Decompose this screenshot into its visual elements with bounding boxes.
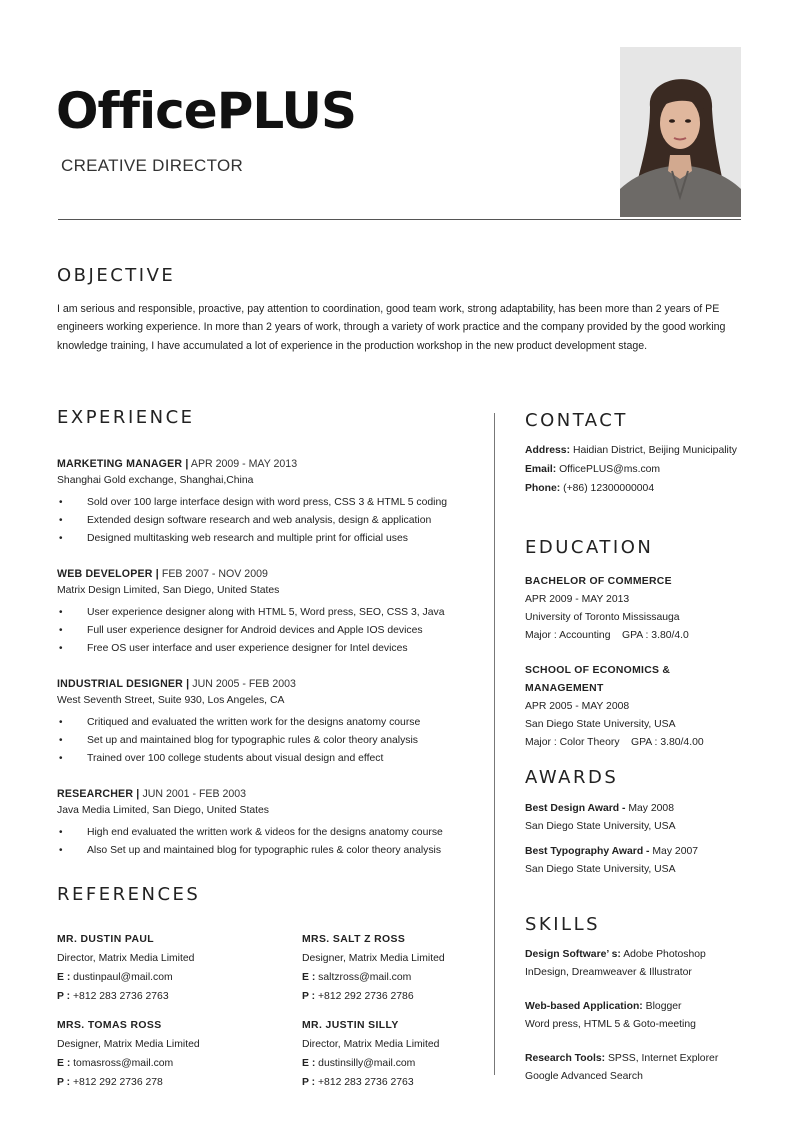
reference-phone [302, 987, 492, 1006]
awards-heading: AWARDS [525, 767, 619, 788]
list-item: • High end evaluated the written work & videos for the designs anatomy course [57, 824, 487, 842]
phone-value: +812 292 2736 278 [72, 1077, 163, 1088]
reference-name: MR. DUSTIN PAUL [57, 934, 155, 945]
list-item: • Designed multitasking web research and multiple print for official uses [57, 530, 487, 548]
reference-name: MRS. TOMAS ROSS [57, 1020, 162, 1031]
email-value: tomasross@mail.com [73, 1058, 174, 1069]
email-value: dustinsilly@mail.com [318, 1058, 416, 1069]
list-item: • Free OS user interface and user experience designer for Intel devices [57, 640, 487, 658]
job-entry [57, 788, 487, 860]
education-dates: APR 2005 - MAY 2008 [525, 701, 630, 712]
skill-value: Blogger [645, 1001, 682, 1012]
email-value: dustinpaul@mail.com [73, 972, 173, 983]
reference-position: Director, Matrix Media Limited [302, 1039, 440, 1050]
education-entry [525, 662, 765, 752]
skills-heading: SKILLS [525, 914, 601, 935]
education-heading: EDUCATION [525, 537, 654, 558]
skill-label: Web-based Application: [525, 1001, 643, 1012]
job-place: Shanghai Gold exchange, Shanghai,China [57, 475, 254, 486]
list-item: • Sold over 100 large interface design with word press, CSS 3 & HTML 5 coding [57, 494, 487, 512]
job-heading [57, 678, 487, 690]
reference-card [57, 1020, 287, 1092]
profile-photo [620, 47, 741, 217]
job-dates: JUN 2001 - FEB 2003 [142, 788, 247, 800]
job-place: Java Media Limited, San Diego, United States [57, 805, 269, 816]
education-dates: APR 2009 - MAY 2013 [525, 594, 630, 605]
reference-email [57, 968, 287, 987]
column-divider [494, 413, 495, 1075]
email-label: E : [57, 1058, 71, 1069]
reference-phone [57, 1073, 287, 1092]
job-title: CREATIVE DIRECTOR [61, 156, 244, 175]
job-heading [57, 458, 487, 470]
award-org: San Diego State University, USA [525, 864, 676, 875]
award-name: Best Design Award - [525, 803, 626, 814]
job-place: West Seventh Street, Suite 930, Los Angeles, CA [57, 695, 285, 706]
contact-address [525, 442, 785, 460]
job-entry [57, 678, 487, 768]
education-degree-cont: MANAGEMENT [525, 683, 604, 694]
job-entry [57, 568, 487, 658]
reference-card [302, 934, 492, 1006]
skill-line [525, 1050, 775, 1068]
list-item: • Set up and maintained blog for typographic rules & color theory analysis [57, 732, 487, 750]
contact-email [525, 461, 785, 479]
education-school: University of Toronto Mississauga [525, 612, 680, 623]
contact-block [525, 442, 785, 498]
phone-value: +812 292 2736 2786 [317, 991, 414, 1002]
phone-label: Phone: [525, 483, 561, 494]
award-org: San Diego State University, USA [525, 821, 676, 832]
skill-line-cont: Google Advanced Search [525, 1071, 643, 1082]
phone-label: P : [57, 991, 71, 1002]
award-date: May 2007 [652, 846, 699, 857]
job-bullets [57, 824, 487, 860]
phone-label: P : [57, 1077, 71, 1088]
job-role: WEB DEVELOPER | [57, 568, 159, 580]
education-degree: BACHELOR OF COMMERCE [525, 576, 672, 587]
objective-heading: OBJECTIVE [57, 265, 176, 286]
job-role: RESEARCHER | [57, 788, 140, 800]
reference-email [302, 1054, 492, 1073]
award-entry [525, 800, 765, 836]
skill-entry [525, 998, 775, 1034]
reference-email [302, 968, 492, 987]
skill-entry [525, 1050, 775, 1086]
phone-value: +812 283 2736 2763 [72, 991, 169, 1002]
references-heading: REFERENCES [57, 884, 201, 905]
education-entry [525, 573, 765, 645]
award-date: May 2008 [628, 803, 674, 814]
reference-position: Designer, Matrix Media Limited [302, 953, 445, 964]
header-divider [58, 219, 741, 220]
list-item: • Trained over 100 college students about visual design and effect [57, 750, 487, 768]
education-degree: SCHOOL OF ECONOMICS & [525, 665, 671, 676]
email-label: E : [302, 972, 316, 983]
skill-label: Design Software’ s: [525, 949, 621, 960]
reference-card [302, 1020, 492, 1092]
job-dates: APR 2009 - MAY 2013 [190, 458, 298, 470]
skill-label: Research Tools: [525, 1053, 606, 1064]
phone-label: P : [302, 1077, 316, 1088]
job-dates: FEB 2007 - NOV 2009 [161, 568, 268, 580]
job-place: Matrix Design Limited, San Diego, United States [57, 585, 280, 596]
email-value: OfficePLUS@ms.com [559, 464, 661, 475]
award-name: Best Typography Award - [525, 846, 650, 857]
address-value: Haidian District, Beijing Municipality [572, 445, 737, 456]
skill-value: Adobe Photoshop [623, 949, 706, 960]
education-major: Major : Accounting GPA : 3.80/4.0 [525, 630, 689, 641]
list-item: • Full user experience designer for Android devices and Apple IOS devices [57, 622, 487, 640]
reference-name: MR. JUSTIN SILLY [302, 1020, 399, 1031]
reference-phone [302, 1073, 492, 1092]
job-heading [57, 788, 487, 800]
job-bullets [57, 494, 487, 548]
job-heading [57, 568, 487, 580]
job-role: INDUSTRIAL DESIGNER | [57, 678, 190, 690]
resume-name: OfficePLUS [56, 82, 357, 140]
reference-position: Designer, Matrix Media Limited [57, 1039, 200, 1050]
job-bullets [57, 604, 487, 658]
skill-line [525, 946, 775, 964]
list-item: • Critiqued and evaluated the written work for the designs anatomy course [57, 714, 487, 732]
reference-email [57, 1054, 287, 1073]
address-label: Address: [525, 445, 571, 456]
contact-phone [525, 480, 785, 498]
list-item: • Extended design software research and web analysis, design & application [57, 512, 487, 530]
skill-line [525, 998, 775, 1016]
phone-value: (+86) 12300000004 [563, 483, 655, 494]
phone-value: +812 283 2736 2763 [317, 1077, 414, 1088]
education-major: Major : Color Theory GPA : 3.80/4.00 [525, 737, 704, 748]
email-label: E : [302, 1058, 316, 1069]
skill-value: SPSS, Internet Explorer [607, 1053, 719, 1064]
email-value: saltzross@mail.com [318, 972, 412, 983]
reference-card [57, 934, 287, 1006]
skill-line-cont: InDesign, Dreamweaver & Illustrator [525, 967, 692, 978]
job-dates: JUN 2005 - FEB 2003 [192, 678, 296, 690]
skill-line-cont: Word press, HTML 5 & Goto-meeting [525, 1019, 696, 1030]
award-entry [525, 843, 765, 879]
reference-position: Director, Matrix Media Limited [57, 953, 195, 964]
skill-entry [525, 946, 775, 982]
experience-heading: EXPERIENCE [57, 407, 195, 428]
email-label: Email: [525, 464, 557, 475]
list-item: • User experience designer along with HTML 5, Word press, SEO, CSS 3, Java [57, 604, 487, 622]
list-item: • Also Set up and maintained blog for typographic rules & color theory analysis [57, 842, 487, 860]
job-bullets [57, 714, 487, 768]
objective-text: I am serious and responsible, proactive, pay attention to coordination, good team work, strong adaptability, has been more than 2 years of PE engineers working experience. In more than 2 years of work, through a variety of work practice and the company provided by the good working knowledge training, I have accumulated a lot of experience in the production workshop in the new product development stage. [57, 303, 726, 352]
award-title [525, 800, 765, 818]
phone-label: P : [302, 991, 316, 1002]
education-school: San Diego State University, USA [525, 719, 676, 730]
reference-phone [57, 987, 287, 1006]
contact-heading: CONTACT [525, 410, 628, 431]
job-role: MARKETING MANAGER | [57, 458, 189, 470]
job-entry [57, 458, 487, 548]
email-label: E : [57, 972, 71, 983]
reference-name: MRS. SALT Z ROSS [302, 934, 406, 945]
award-title [525, 843, 765, 861]
